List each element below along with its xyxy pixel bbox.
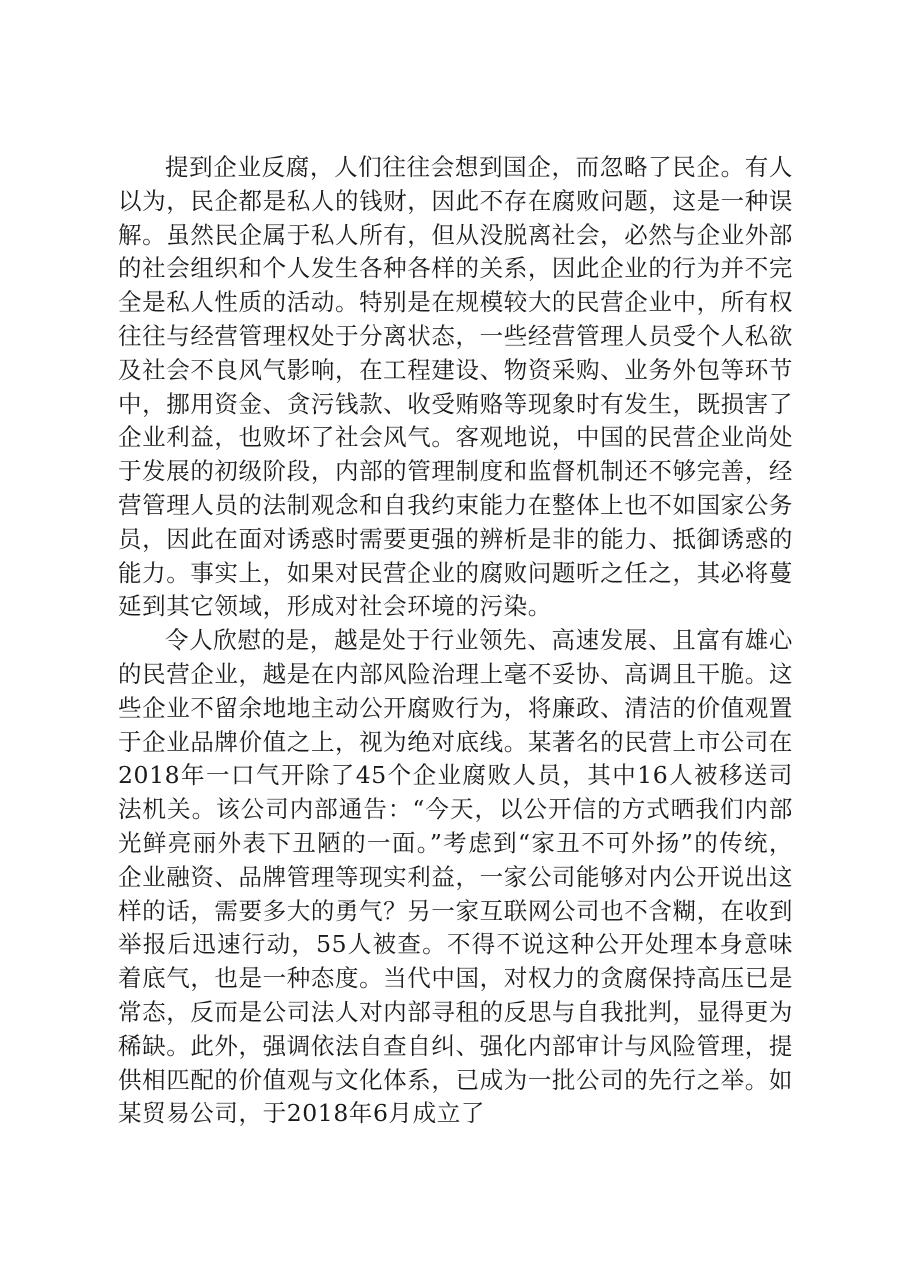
paragraph-2: 令人欣慰的是，越是处于行业领先、高速发展、且富有雄心的民营企业，越是在内部风险治理上毫不妥协、高调且干脆。这些企业不留余地地主动公开腐败行为，将廉政、清洁的价值观置于企业品牌价值之上，视为绝对底线。某著名的民营上市公司在2018年一口气开除了45个企业腐败人员，其中16人被移送司法机关。该公司内部通告：“今天，以公开信的方式晒我们内部光鲜亮丽外表下丑陋的一面。”考虑到“家丑不可外扬”的传统，企业融资、品牌管理等现实利益，一家公司能够对内公开说出这样的话，需要多大的勇气？另一家互联网公司也不含糊，在收到举报后迅速行动，55人被查。不得不说这种公开处理本身意味着底气，也是一种态度。当代中国，对权力的贪腐保持高压已是常态，反而是公司法人对内部寻租的反思与自我批判，显得更为稀缺。此外，强调依法自查自纠、强化内部审计与风险管理，提供相匹配的价值观与文化体系，已成为一批公司的先行之举。如某贸易公司，于2018年6月成立了: [118, 626, 793, 1128]
document-body: [118, 151, 793, 1131]
paragraph-1: 提到企业反腐，人们往往会想到国企，而忽略了民企。有人以为，民企都是私人的钱财，因此不存在腐败问题，这是一种误解。虽然民企属于私人所有，但从没脱离社会，必然与企业外部的社会组织和个人发生各种各样的关系，因此企业的行为并不完全是私人性质的活动。特别是在规模较大的民营企业中，所有权往往与经营管理权处于分离状态，一些经营管理人员受个人私欲及社会不良风气影响，在工程建设、物资采购、业务外包等环节中，挪用资金、贪污钱款、收受贿赂等现象时有发生，既损害了企业利益，也败坏了社会风气。客观地说，中国的民营企业尚处于发展的初级阶段，内部的管理制度和监督机制还不够完善，经营管理人员的法制观念和自我约束能力在整体上也不如国家公务员，因此在面对诱惑时需要更强的辨析是非的能力、抵御诱惑的能力。事实上，如果对民营企业的腐败问题听之任之，其必将蔓延到其它领域，形成对社会环境的污染。: [118, 153, 793, 621]
